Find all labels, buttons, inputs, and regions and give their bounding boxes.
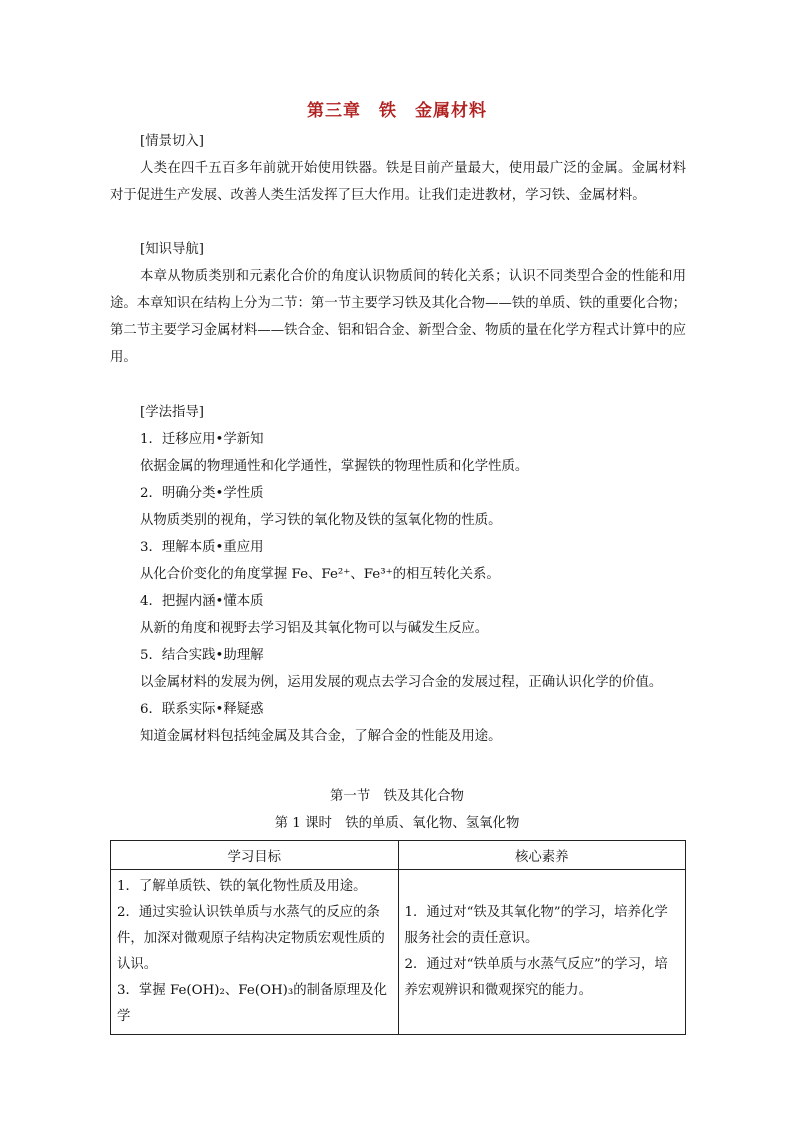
table-row — [111, 870, 686, 1035]
goals-table — [110, 840, 686, 1035]
header-goals: 学习目标 — [111, 841, 399, 870]
method-item-head: 5．结合实践•助理解 — [140, 648, 264, 663]
lesson-title: 第 1 课时 铁的单质、氧化物、氢氧化物 — [274, 816, 520, 831]
goals-cell — [111, 870, 399, 1035]
table-header-row — [111, 841, 686, 870]
method-item-head: 6．联系实际•释疑惑 — [140, 702, 264, 717]
literacy-item: 1．通过对“铁及其氧化物”的学习，培养化学服务社会的责任意识。 — [404, 905, 668, 946]
intro-section — [110, 128, 686, 209]
literacy-cell — [398, 870, 686, 1035]
goal-item: 1．了解单质铁、铁的氧化物性质及用途。 — [117, 879, 367, 894]
method-item-body: 依据金属的物理通性和化学通性，掌握铁的物理性质和化学性质。 — [140, 459, 529, 474]
method-item-body: 从物质类别的视角，学习铁的氧化物及铁的氢氧化物的性质。 — [140, 513, 502, 528]
section-title: 第一节 铁及其化合物 — [330, 789, 464, 804]
method-section — [110, 399, 686, 750]
method-item-body: 以金属材料的发展为例，运用发展的观点去学习合金的发展过程，正确认识化学的价值。 — [140, 675, 663, 690]
goal-item: 2．通过实验认识铁单质与水蒸气的反应的条件，加深对微观原子结构决定物质宏观性质的认识。 — [117, 905, 385, 972]
method-item-body: 从化合价变化的角度掌握 Fe、Fe²⁺、Fe³⁺的相互转化关系。 — [140, 567, 500, 582]
method-tag: [学法指导] — [140, 405, 205, 420]
goal-item: 3．掌握 Fe(OH)₂、Fe(OH)₃的制备原理及化学 — [117, 983, 387, 1024]
method-item-head: 2．明确分类•学性质 — [140, 486, 264, 501]
guide-text: 本章从物质类别和元素化合价的角度认识物质间的转化关系；认识不同类型合金的性能和用途。本章知识在结构上分为二节：第一节主要学习铁及其化合物——铁的单质、铁的重要化合物；第二节主要学习金属材料——铁合金、铝和铝合金、新型合金、物质的量在化学方程式计算中的应用。 — [110, 269, 686, 365]
literacy-item: 2．通过对“铁单质与水蒸气反应”的学习，培养宏观辨识和微观探究的能力。 — [404, 957, 668, 998]
method-item-head: 1．迁移应用•学新知 — [140, 432, 264, 447]
guide-tag: [知识导航] — [140, 242, 205, 257]
method-item-head: 4．把握内涵•懂本质 — [140, 594, 264, 609]
header-literacy: 核心素养 — [398, 841, 686, 870]
chapter-title: 第三章 铁 金属材料 — [307, 101, 487, 121]
method-item-body: 知道金属材料包括纯金属及其合金，了解合金的性能及用途。 — [140, 729, 502, 744]
intro-tag: [情景切入] — [140, 134, 205, 149]
method-item-head: 3．理解本质•重应用 — [140, 540, 264, 555]
guide-section — [110, 236, 686, 371]
method-item-body: 从新的角度和视野去学习铝及其氧化物可以与碱发生反应。 — [140, 621, 489, 636]
intro-text: 人类在四千五百多年前就开始使用铁器。铁是目前产量最大，使用最广泛的金属。金属材料对于促进生产发展、改善人类生活发挥了巨大作用。让我们走进教材，学习铁、金属材料。 — [110, 161, 686, 203]
